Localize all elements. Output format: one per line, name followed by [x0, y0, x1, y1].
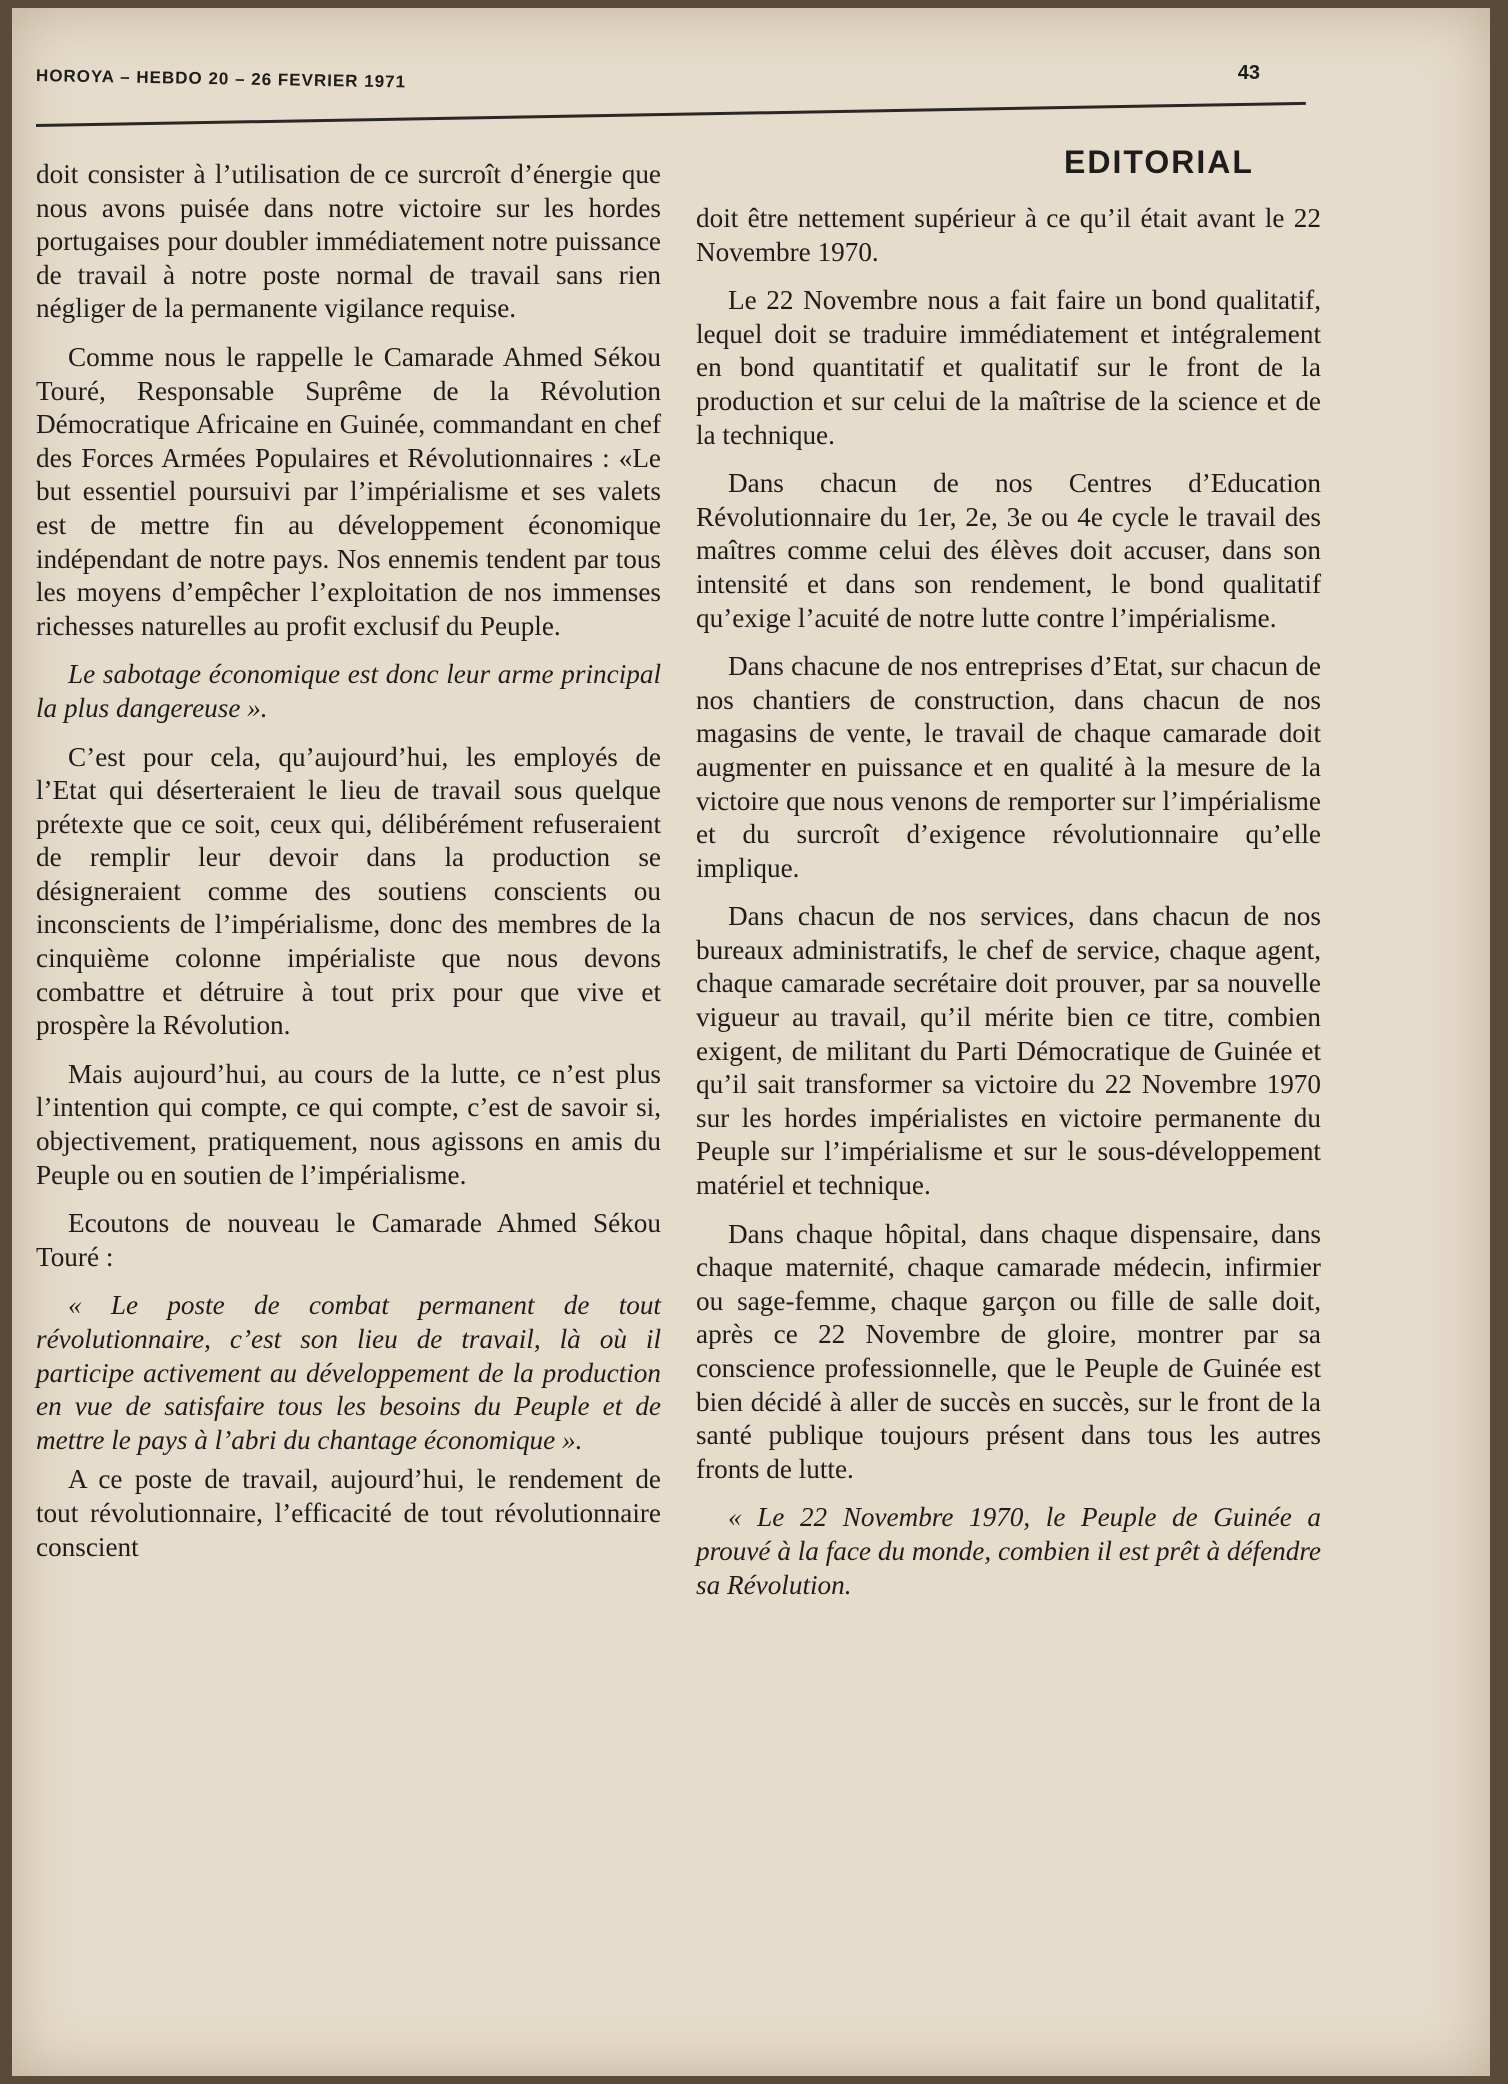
paragraph: C’est pour cela, qu’aujourd’hui, les employés de l’Etat qui déserteraient le lieu de travail sous quelque prétexte que ce soit, ceux qui, délibérément refuseraient de remplir leur devoir dans la production se désigneraient comme des soutiens conscients ou inconscients de l’impérialisme, donc des membres de la cinquième colonne impérialiste que nous devons combattre et détruire à tout prix pour que vive et prospère la Révolution. — [36, 741, 661, 1041]
paragraph: Mais aujourd’hui, au cours de la lutte, ce n’est plus l’intention qui compte, ce qui compte, c’est de savoir si, objectivement, pratiquement, nous agissons en amis du Peuple ou en soutien de l’impérialisme. — [36, 1058, 661, 1190]
paragraph: Comme nous le rappelle le Camarade Ahmed Sékou Touré, Responsable Suprême de la Révolution Démocratique Africaine en Guinée, commandant en chef des Forces Armées Populaires et Révolutionnaires : «Le but essentiel poursuivi par l’impérialisme et ses valets est de mettre fin au développement économique indépendant de notre pays. Nos ennemis tendent par tous les moyens d’empêcher l’exploitation de nos immenses richesses naturelles au profit exclusif du Peuple. — [36, 341, 661, 641]
right-column — [696, 202, 1321, 1617]
paragraph: doit consister à l’utilisation de ce surcroît d’énergie que nous avons puisée dans notre victoire sur les hordes portugaises pour doubler immédiatement notre puissance de travail à notre poste normal de travail sans rien négliger de la permanente vigilance requise. — [36, 159, 661, 324]
magazine-page — [12, 8, 1490, 2076]
paragraph: A ce poste de travail, aujourd’hui, le rendement de tout révolutionnaire, l’efficacité de tout révolutionnaire conscient — [36, 1464, 661, 1562]
paragraph: « Le 22 Novembre 1970, le Peuple de Guinée a prouvé à la face du monde, combien il est prêt à défendre sa Révolution. — [696, 1502, 1321, 1600]
paragraph: Dans chacun de nos services, dans chacun de nos bureaux administratifs, le chef de service, chaque agent, chaque camarade secrétaire doit prouver, par sa nouvelle vigueur au travail, qu’il mérite bien ce titre, combien exigent, de militant du Parti Démocratique de Guinée et qu’il sait transformer sa victoire du 22 Novembre 1970 sur les hordes impérialistes en victoire permanente du Peuple sur l’impérialisme et sur le sous-développement matériel et technique. — [696, 901, 1321, 1201]
paragraph: Ecoutons de nouveau le Camarade Ahmed Sékou Touré : — [36, 1208, 661, 1272]
paragraph: Le 22 Novembre nous a fait faire un bond qualitatif, lequel doit se traduire immédiatement et intégralement en bond quantitatif et qualitatif sur le front de la production et sur celui de la maîtrise de la science et de la technique. — [696, 285, 1321, 450]
paragraph: Dans chacun de nos Centres d’Education Révolutionnaire du 1er, 2e, 3e ou 4e cycle le travail des maîtres comme celui des élèves doit accuser, dans son intensité et dans son rendement, le bond qualitatif qu’exige l’acuité de notre lutte contre l’impérialisme. — [696, 468, 1321, 633]
paragraph: Dans chaque hôpital, dans chaque dispensaire, dans chaque maternité, chaque camarade médecin, infirmier ou sage-femme, chaque garçon ou fille de salle doit, après ce 22 Novembre de gloire, montrer par sa conscience professionnelle, que le Peuple de Guinée est bien décidé à aller de succès en succès, sur le front de la santé publique toujours présent dans tous les autres fronts de lutte. — [696, 1218, 1321, 1484]
paragraph: doit être nettement supérieur à ce qu’il était avant le 22 Novembre 1970. — [696, 203, 1321, 267]
paragraph: Le sabotage économique est donc leur arme principal la plus dangereuse ». — [36, 659, 661, 723]
paragraph: « Le poste de combat permanent de tout révolutionnaire, c’est son lieu de travail, là où il participe activement au développement de la production en vue de satisfaire tous les besoins du Peuple et de mettre le pays à l’abri du chantage économique ». — [36, 1290, 661, 1455]
header-rule — [36, 102, 1306, 127]
page-number: 43 — [1237, 62, 1260, 84]
running-head: HOROYA – HEBDO 20 – 26 FEVRIER 1971 — [35, 66, 407, 92]
left-column — [36, 158, 661, 1579]
section-title: EDITORIAL — [1064, 144, 1254, 180]
paragraph: Dans chacune de nos entreprises d’Etat, sur chacun de nos chantiers de construction, dans chacun de nos magasins de vente, le travail de chaque camarade doit augmenter en puissance et en qualité à la mesure de la victoire que nous venons de remporter sur l’impérialisme et du surcroît d’exigence révolutionnaire qu’elle implique. — [696, 651, 1321, 883]
